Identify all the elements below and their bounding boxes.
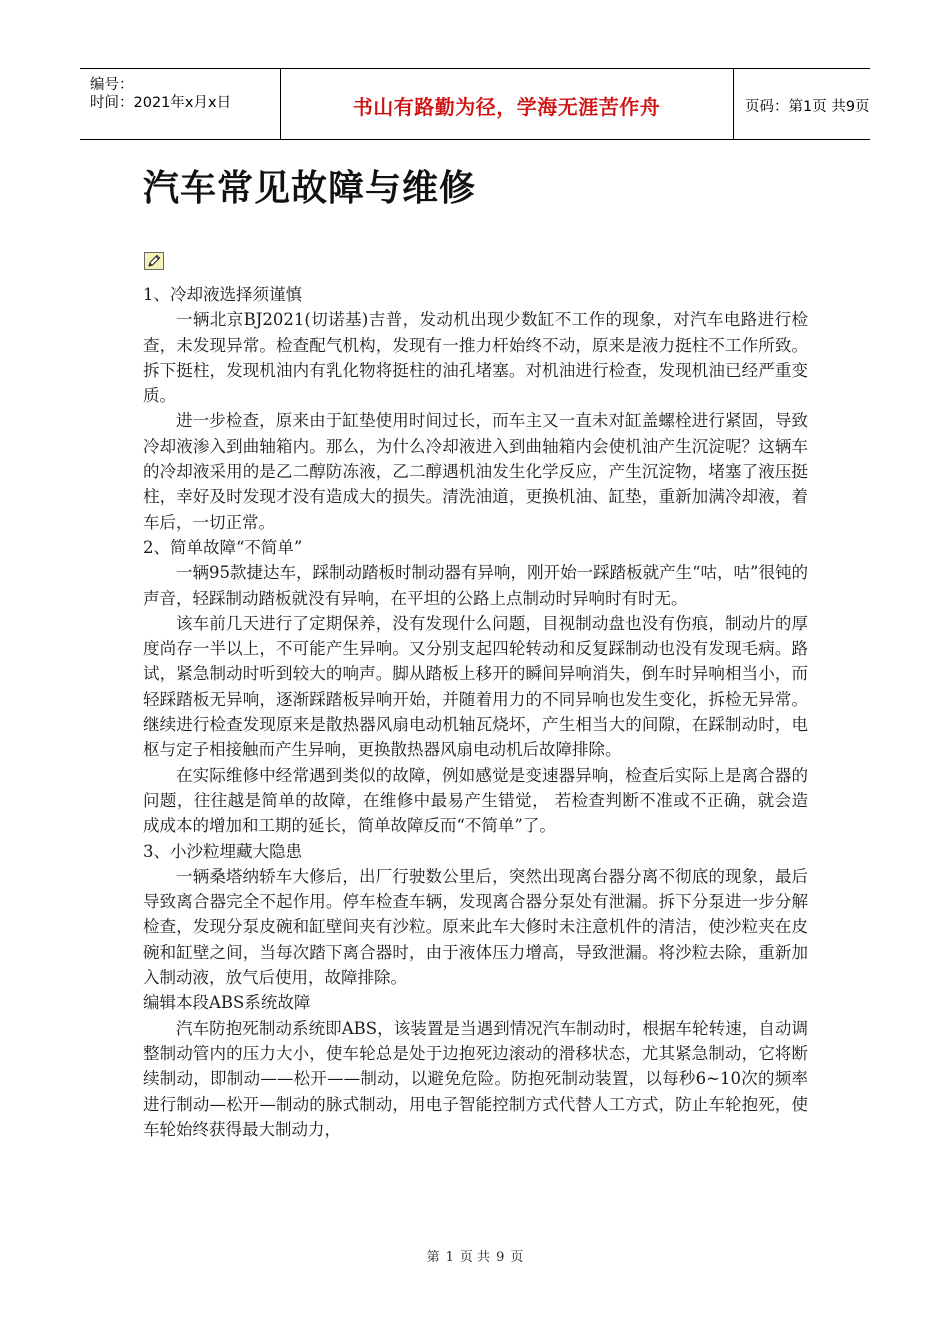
section-heading: 3、小沙粒埋藏大隐患 bbox=[143, 841, 302, 861]
footer-current-page: 1 bbox=[445, 1250, 454, 1265]
section-heading: 2、简单故障“不简单” bbox=[143, 537, 303, 557]
paragraph: 一辆95款捷达车，踩制动踏板时制动器有异响，刚开始一踩踏板就产生“咕，咕”很钝的声音，轻踩制动踏板就没有异响，在平坦的公路上点制动时异响时有时无。 bbox=[143, 563, 808, 608]
footer-total-pages: 9 bbox=[496, 1250, 505, 1265]
header-page-cell bbox=[733, 69, 870, 139]
date-label: 时间：2021年x月x日 bbox=[90, 95, 232, 111]
paragraph: 该车前几天进行了定期保养，没有发现什么问题，目视制动盘也没有伤痕，制动片的厚度尚存一半以上，不可能产生异响。又分别支起四轮转动和反复踩制动也没有发现毛病。路试，紧急制动时听到较大的响声。脚从踏板上移开的瞬间异响消失，倒车时异响相当小，而轻踩踏板无异响，逐渐踩踏板异响开始，并随着用力的不同异响也发生变化，拆检无异常。继续进行检查发现原来是散热器风扇电动机轴瓦烧坏，产生相当大的间隙，在踩制动时，电枢与定子相接触而产生异响，更换散热器风扇电动机后故障排除。 bbox=[143, 613, 808, 760]
paragraph: 进一步检查，原来由于缸垫使用时间过长，而车主又一直未对缸盖螺栓进行紧固，导致冷却液渗入到曲轴箱内。那么，为什么冷却液进入到曲轴箱内会使机油产生沉淀呢？这辆车的冷却液采用的是乙二醇防冻液，乙二醇遇机油发生化学反应，产生沉淀物，堵塞了液压挺柱，幸好及时发现才没有造成大的损失。清洗油道，更换机油、缸垫，重新加满冷却液，着车后，一切正常。 bbox=[143, 411, 808, 532]
page-label: 页码：第1页 共9页 bbox=[745, 99, 870, 115]
page-footer bbox=[0, 1246, 950, 1265]
footer-middle: 页 共 bbox=[459, 1250, 491, 1265]
edit-pencil-icon[interactable] bbox=[144, 252, 164, 270]
header-meta-cell bbox=[80, 69, 281, 139]
number-label: 编号： bbox=[90, 77, 134, 93]
document-body bbox=[143, 282, 808, 1142]
header-table bbox=[80, 68, 870, 140]
footer-prefix: 第 bbox=[426, 1250, 440, 1265]
motto: 书山有路勤为径，学海无涯苦作舟 bbox=[352, 95, 661, 119]
header-motto-cell bbox=[280, 69, 734, 139]
paragraph: 在实际维修中经常遇到类似的故障，例如感觉是变速器异响，检查后实际上是离合器的问题，往往越是简单的故障，在维修中最易产生错觉， 若检查判断不准或不正确，就会造成成本的增加和工期的延长，简单故障反而“不简单”了。 bbox=[143, 765, 808, 836]
document-title: 汽车常见故障与维修 bbox=[143, 168, 477, 209]
paragraph: 一辆北京BJ2021(切诺基)吉普，发动机出现少数缸不工作的现象，对汽车电路进行检查，未发现异常。检查配气机构，发现有一推力杆始终不动，原来是液力挺柱不工作所致。拆下挺柱，发现机油内有乳化物将挺柱的油孔堵塞。对机油进行检查，发现机油已经严重变质。 bbox=[143, 310, 808, 406]
footer-suffix: 页 bbox=[510, 1250, 524, 1265]
section-heading: 1、冷却液选择须谨慎 bbox=[143, 285, 302, 304]
paragraph: 一辆桑塔纳轿车大修后，出厂行驶数公里后，突然出现离台器分离不彻底的现象，最后导致离合器完全不起作用。停车检查车辆，发现离合器分泵处有泄漏。拆下分泵进一步分解检查，发现分泵皮碗和缸壁间夹有沙粒。原来此车大修时未注意机件的清洁，使沙粒夹在皮碗和缸壁之间，当每次踏下离合器时，由于液体压力增高，导致泄漏。将沙粒去除，重新加入制动液，放气后使用，故障排除。 bbox=[143, 866, 808, 988]
paragraph: 汽车防抱死制动系统即ABS，该装置是当遇到情况汽车制动时，根据车轮转速，自动调整制动管内的压力大小，使车轮总是处于边抱死边滚动的滑移状态，尤其紧急制动，它将断续制动，即制动——松开——制动，以避免危险。防抱死制动装置，以每秒6~10次的频率进行制动—松开—制动的脉式制动，用电子智能控制方式代替人工方式，防止车轮抱死，使车轮始终获得最大制动力， bbox=[143, 1018, 808, 1139]
section-heading: 编辑本段ABS系统故障 bbox=[143, 993, 311, 1013]
